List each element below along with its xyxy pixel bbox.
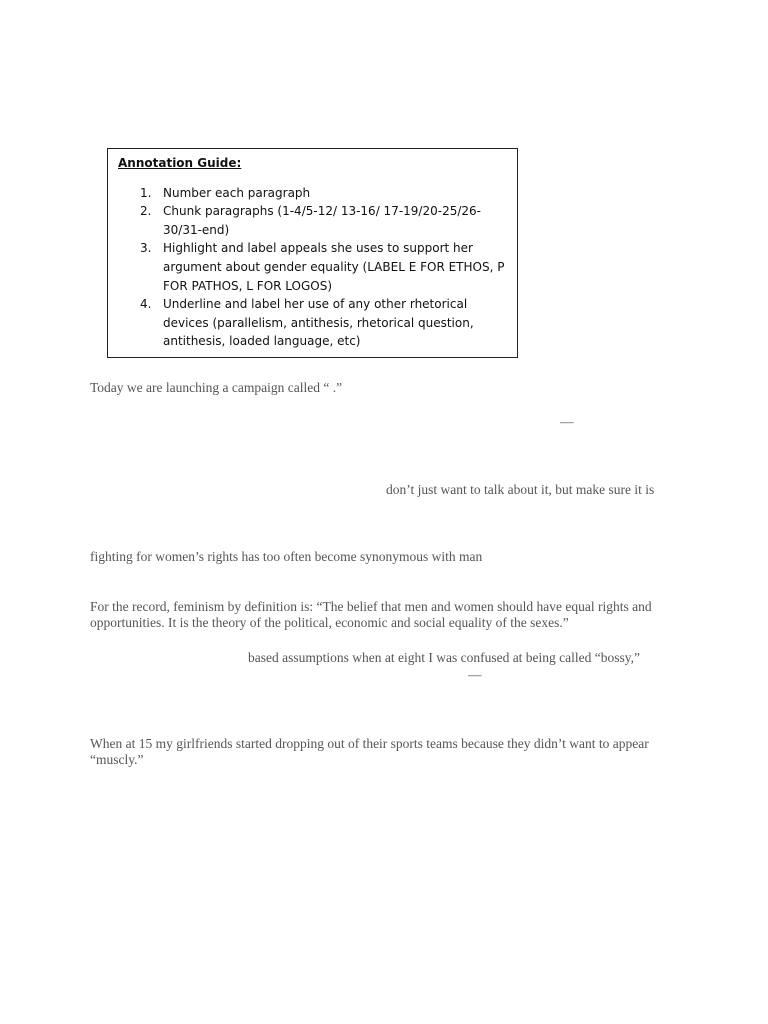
speech-assumptions-line: based assumptions when at eight I was confused at being called “bossy,” bbox=[248, 650, 641, 665]
speech-feminism-definition-line-2: opportunities. It is the theory of the political, economic and social equality of the sexes.” bbox=[90, 615, 569, 630]
speech-dash: — bbox=[560, 414, 574, 429]
guide-item-number: 3. bbox=[140, 241, 152, 256]
speech-dash: — bbox=[468, 667, 482, 682]
guide-item-4 bbox=[118, 295, 507, 351]
guide-item-text: Chunk paragraphs (1-4/5-12/ 13-16/ 17-19/20-25/26-30/31-end) bbox=[163, 204, 481, 237]
speech-talk-line: don’t just want to talk about it, but make sure it is bbox=[386, 482, 655, 497]
guide-item-text: Highlight and label appeals she uses to support her argument about gender equality (LABEL E FOR ETHOS, P FOR PATHOS, L FOR LOGOS) bbox=[163, 241, 505, 293]
speech-sports-line-2: “muscly.” bbox=[90, 752, 144, 767]
speech-sports-line-1: When at 15 my girlfriends started dropping out of their sports teams because they didn’t want to appear bbox=[90, 736, 649, 751]
annotation-guide-list bbox=[118, 184, 507, 351]
guide-item-1 bbox=[118, 184, 507, 203]
speech-rights-line: fighting for women’s rights has too often become synonymous with man bbox=[90, 549, 483, 564]
annotation-guide-box bbox=[107, 148, 518, 358]
guide-item-number: 2. bbox=[140, 204, 152, 219]
guide-item-text: Underline and label her use of any other rhetorical devices (parallelism, antithesis, rhetorical question, antithesis, loaded language, etc) bbox=[163, 297, 474, 349]
guide-item-3 bbox=[118, 239, 507, 295]
guide-item-number: 1. bbox=[140, 185, 152, 200]
annotation-guide-title: Annotation Guide: bbox=[118, 156, 242, 170]
guide-item-number: 4. bbox=[140, 297, 152, 312]
speech-feminism-definition-line-1: For the record, feminism by definition is: “The belief that men and women should have equal rights and bbox=[90, 599, 652, 614]
guide-item-2 bbox=[118, 202, 507, 239]
guide-item-text: Number each paragraph bbox=[163, 185, 311, 200]
speech-campaign-line: Today we are launching a campaign called “ .” bbox=[90, 380, 343, 395]
